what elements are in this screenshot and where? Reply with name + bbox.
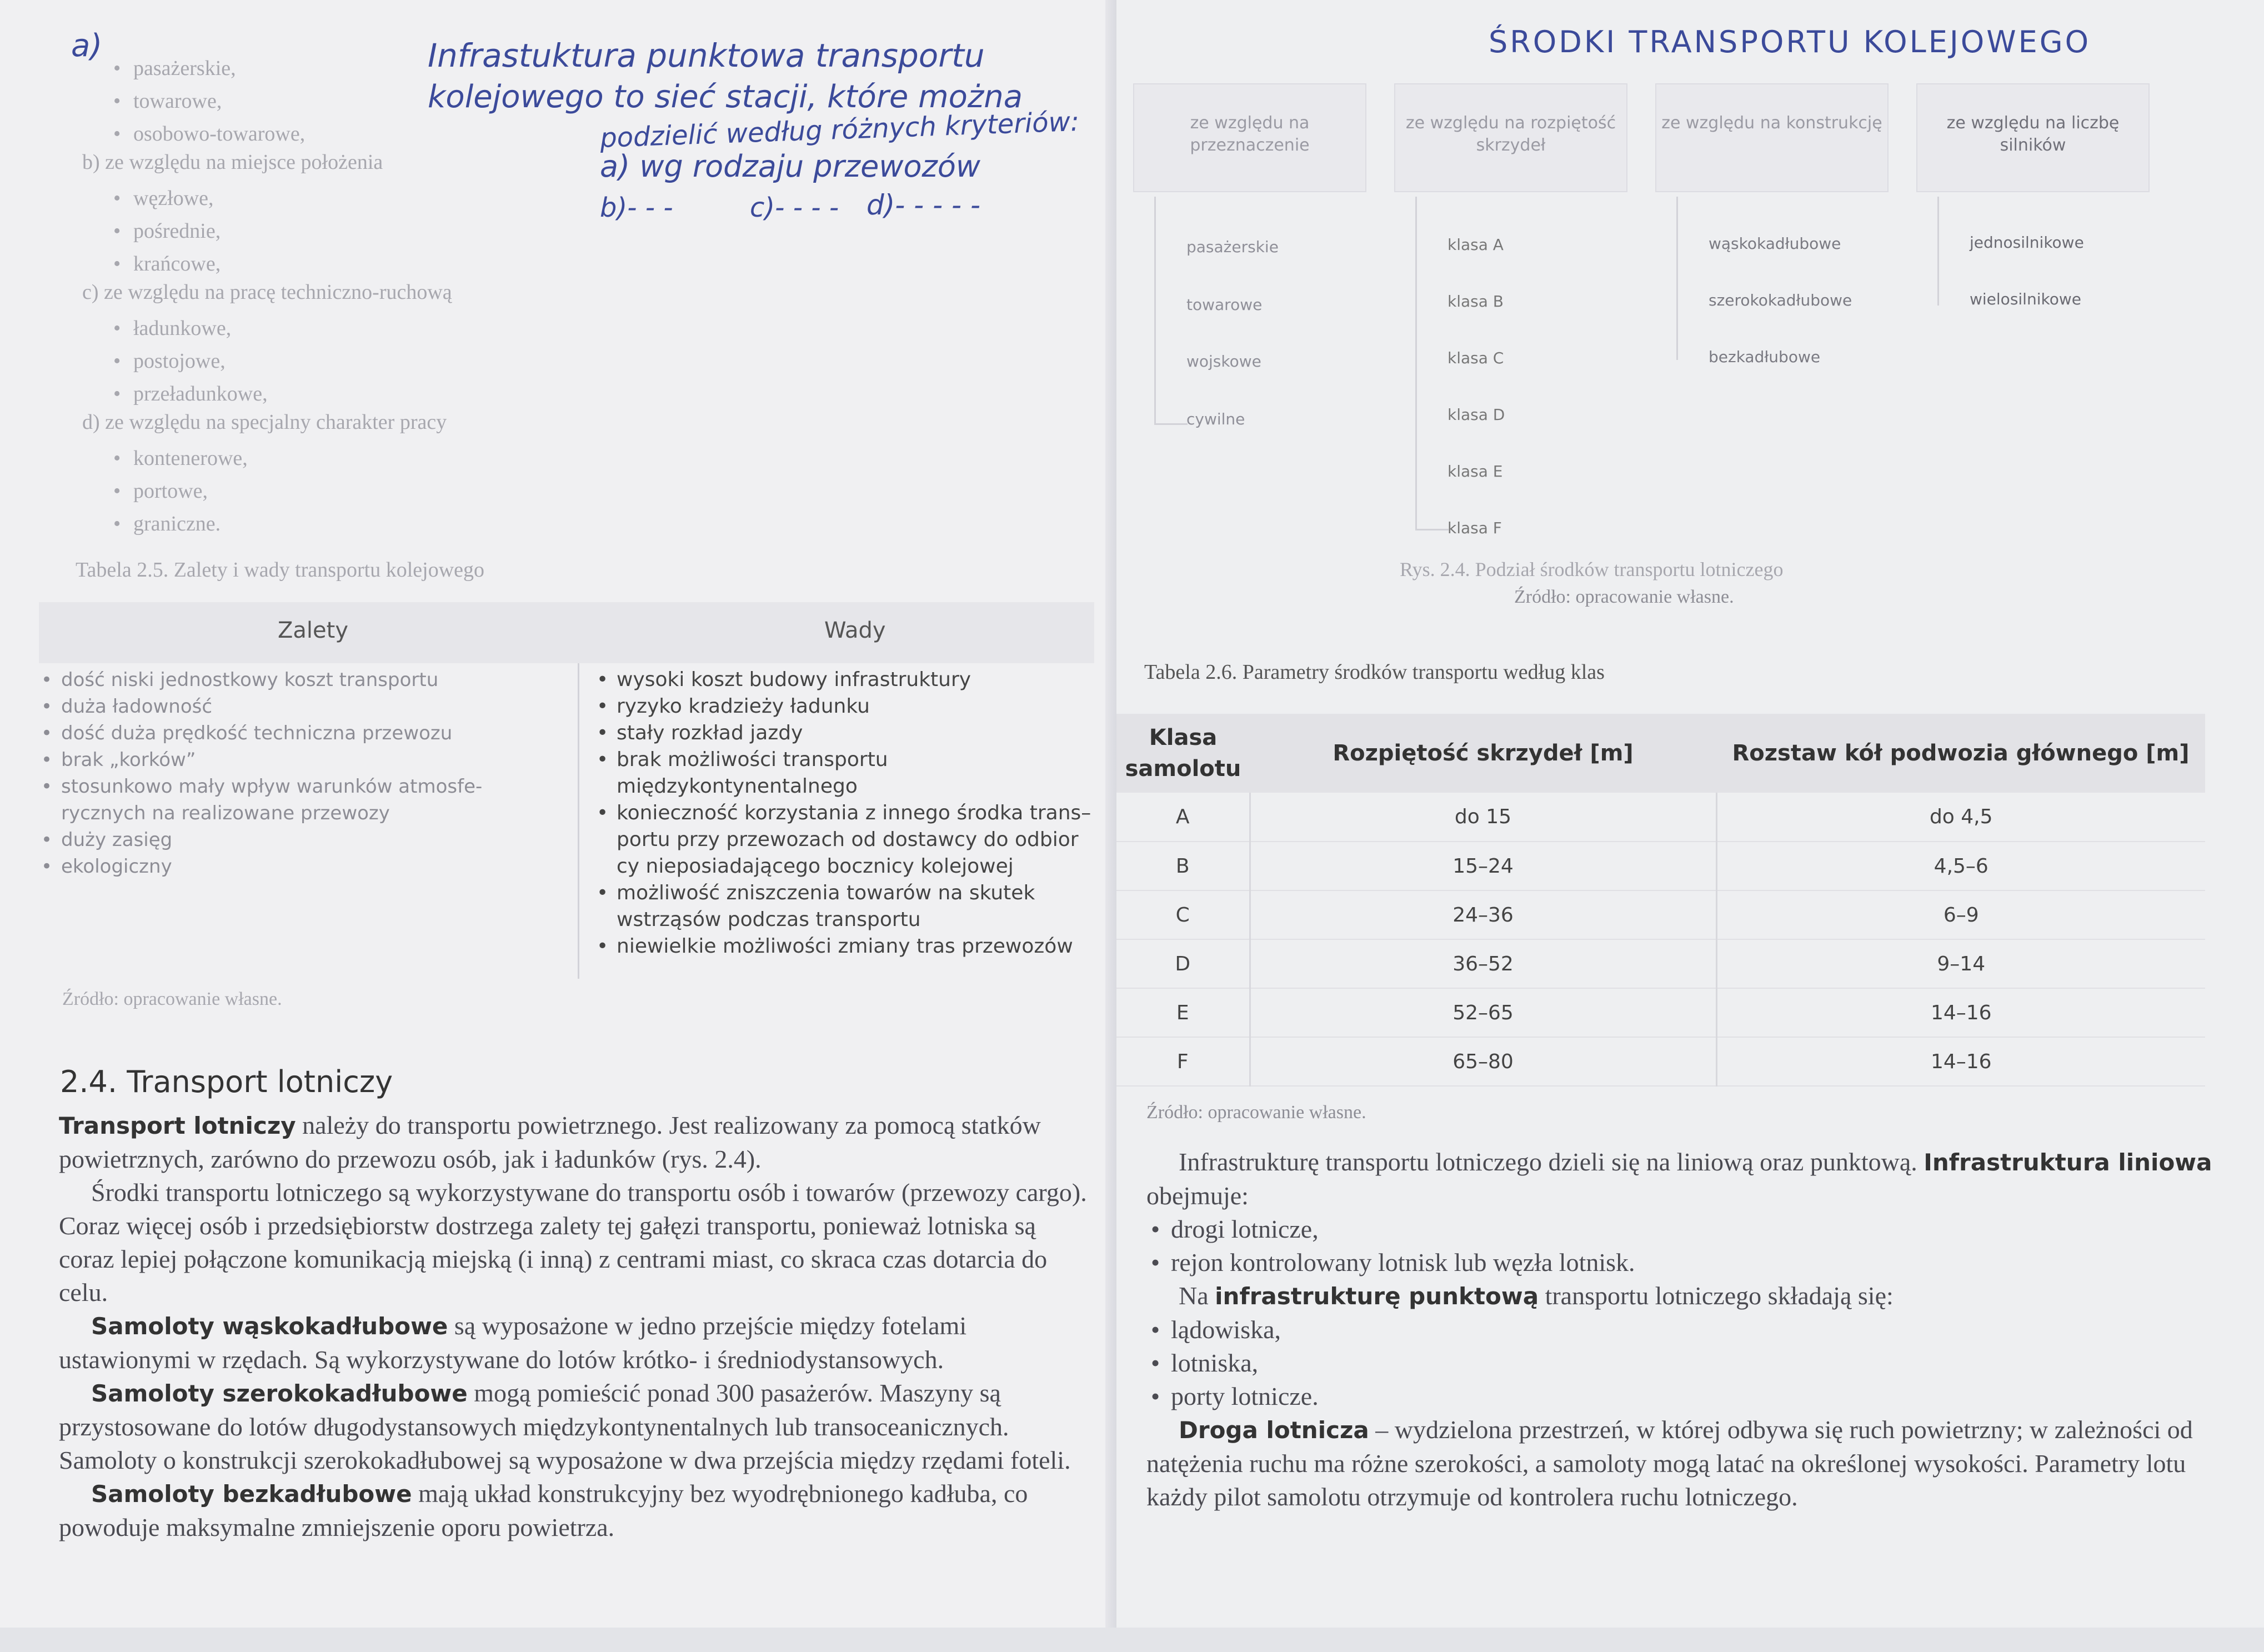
list-item: • pasażerskie, — [109, 52, 305, 85]
tree-line — [1676, 197, 1678, 360]
list-item: • kontenerowe, — [109, 442, 248, 475]
handwritten-note-line4: a) wg rodzaju przewozów — [600, 149, 981, 184]
wady-header: Wady — [824, 618, 886, 643]
table-row — [1116, 1037, 2205, 1086]
criterion-b: b) ze względu na miejsce położenia — [82, 151, 383, 174]
list-item: rycznych na realizowane przewozy — [61, 802, 390, 824]
paragraph: Na infrastrukturę punktową transportu lotniczego składają się: — [1179, 1281, 1894, 1310]
station-list-c — [109, 312, 268, 411]
table-cell: 4,5–6 — [1716, 842, 2205, 890]
table-row — [1116, 890, 2205, 939]
column-header: Rozstaw kół podwozia głównego [m] — [1716, 714, 2205, 793]
list-item: • drogi lotnicze, — [1146, 1213, 2213, 1246]
table-caption: Tabela 2.6. Parametry środków transportu według klas — [1144, 660, 1605, 684]
paragraph: Środki transportu lotniczego są wykorzystywane do transportu osób i towarów (przewozy cargo). Coraz więcej osób i przedsiębiorstw dostrzega zalety tej gałęzi transportu, ponieważ lotniska są coraz lepiej połączone komunikacją miejską (i inną) z centrami miast, co skraca czas dotarcia do celu. — [59, 1178, 1087, 1306]
criterion-c: c) ze względu na pracę techniczno-ruchową — [82, 281, 452, 304]
wady-list — [592, 667, 1091, 960]
category-item: wielosilnikowe — [1970, 290, 2081, 308]
table-caption: Tabela 2.5. Zalety i wady transportu kolejowego — [76, 558, 485, 582]
category-item: wojskowe — [1186, 352, 1261, 371]
paragraph: Infrastrukturę transportu lotniczego dzieli się na liniową oraz punktową. Infrastruktura liniowa obejmuje: — [1146, 1148, 2212, 1210]
tree-line — [1937, 197, 1939, 306]
criterion-d: d) ze względu na specjalny charakter pracy — [82, 411, 447, 434]
list-item: • stosunkowo mały wpływ warunków atmosfe- — [37, 773, 482, 800]
paragraph: Samoloty bezkadłubowe mają układ konstrukcyjny bez wyodrębnionego kadłuba, co powoduje maksymalne zmniejszenie oporu powietrza. — [59, 1479, 1028, 1541]
handwritten-title: ŚRODKI TRANSPORTU KOLEJOWEGO — [1489, 24, 2091, 59]
tree-line — [1415, 197, 1417, 530]
handwritten-note-line3: podzielić według różnych kryteriów: — [599, 106, 1080, 154]
list-item: • ekologiczny — [37, 853, 482, 880]
category-item: klasa D — [1447, 406, 1505, 424]
category-item: klasa F — [1447, 519, 1502, 537]
left-page — [0, 0, 1116, 1652]
tree-line — [1154, 423, 1188, 425]
table-cell: 9–14 — [1716, 939, 2205, 988]
linear-infrastructure-list — [1146, 1213, 2213, 1279]
column-header: Klasa samolotu — [1116, 714, 1250, 793]
table-cell: 14–16 — [1716, 988, 2205, 1037]
criterion-box-purpose: ze względu na przeznaczenie — [1133, 83, 1366, 192]
list-item: • możliwość zniszczenia towarów na skutek — [592, 880, 1091, 907]
category-item: bezkadłubowe — [1709, 348, 1821, 366]
table-source: Źródło: opracowanie własne. — [62, 989, 282, 1009]
handwritten-a: a) — [71, 28, 103, 64]
list-item: • ładunkowe, — [109, 312, 268, 345]
category-item: towarowe — [1186, 296, 1263, 314]
table-cell: 24–36 — [1250, 890, 1716, 939]
table-cell: 36–52 — [1250, 939, 1716, 988]
table-cell: do 15 — [1250, 793, 1716, 842]
aircraft-class-table — [1116, 714, 2205, 1087]
table-cell: 14–16 — [1716, 1037, 2205, 1086]
table-cell: A — [1116, 793, 1250, 842]
paragraph: Droga lotnicza – wydzielona przestrzeń, w której odbywa się ruch powietrzny; w zależności od natężenia ruchu ma różne szerokości, a samoloty mogą latać na określonej wysokości. Parametry lotu każdy pilot samolotu otrzymuje od kontrolera ruchu lotniczego. — [1146, 1415, 2193, 1511]
table-source: Źródło: opracowanie własne. — [1146, 1102, 1366, 1123]
list-item: • krańcowe, — [109, 248, 221, 281]
infrastructure-text — [1146, 1145, 2213, 1514]
criterion-box-construction: ze względu na konstrukcję — [1655, 83, 1889, 192]
table-cell: 15–24 — [1250, 842, 1716, 890]
zalety-list — [37, 667, 482, 880]
list-item: • stały rozkład jazdy — [592, 720, 1091, 747]
table-cell: D — [1116, 939, 1250, 988]
category-item: klasa C — [1447, 349, 1504, 367]
list-item: • lądowiska, — [1146, 1313, 2213, 1346]
paragraph: Samoloty wąskokadłubowe są wyposażone w jedno przejście między fotelami ustawionymi w rzędach. Są wykorzystywane do lotów krótko- i średniodystansowych. — [59, 1311, 967, 1374]
list-item: • węzłowe, — [109, 182, 221, 215]
list-item: • rejon kontrolowany lotnisk lub węzła lotnisk. — [1146, 1246, 2213, 1279]
table-cell: E — [1116, 988, 1250, 1037]
column-header: Rozpiętość skrzydeł [m] — [1250, 714, 1716, 793]
table-cell: 65–80 — [1250, 1037, 1716, 1086]
list-item: portu przy przewozach od dostawcy do odbior — [617, 828, 1079, 851]
table-cell: B — [1116, 842, 1250, 890]
list-item: • przeładunkowe, — [109, 378, 268, 411]
list-item: • duża ładowność — [37, 693, 482, 720]
table-cell: 6–9 — [1716, 890, 2205, 939]
category-item: pasażerskie — [1186, 238, 1279, 256]
table-cell: C — [1116, 890, 1250, 939]
list-item: • postojowe, — [109, 345, 268, 378]
list-item: • portowe, — [109, 475, 248, 508]
table-row — [1116, 793, 2205, 842]
tree-line — [1154, 197, 1156, 424]
list-item: cy nieposiadającego bocznicy kolejowej — [617, 855, 1014, 878]
handwritten-note-line2: kolejowego to sieć stacji, które można — [428, 79, 1023, 115]
category-item: jednosilnikowe — [1970, 233, 2084, 252]
section-title: 2.4. Transport lotniczy — [60, 1064, 393, 1099]
handwritten-note-d: d)- - - - - — [866, 189, 981, 221]
station-list-a — [109, 52, 305, 151]
column-divider — [578, 663, 579, 979]
category-item: klasa A — [1447, 236, 1504, 254]
station-list-b — [109, 182, 221, 281]
table-cell: 52–65 — [1250, 988, 1716, 1037]
category-item: wąskokadłubowe — [1709, 234, 1841, 253]
paragraph: Samoloty szerokokadłubowe mogą pomieścić ponad 300 pasażerów. Maszyny są przystosowane do lotów długodystansowych międzykontynentalnych lub transoceanicznych. Samoloty o konstrukcji szerokokadłubowej są wyposażone w dwa przejścia między rzędami foteli. — [59, 1379, 1071, 1474]
table-row — [1116, 939, 2205, 988]
list-item: • brak możliwości transportu — [592, 747, 1091, 773]
list-item: wstrząsów podczas transportu — [617, 908, 921, 931]
category-item: klasa E — [1447, 462, 1503, 480]
point-infrastructure-list — [1146, 1313, 2213, 1413]
list-item: • lotniska, — [1146, 1346, 2213, 1380]
list-item: • graniczne. — [109, 508, 248, 540]
category-item: szerokokadłubowe — [1709, 291, 1852, 309]
table-header-row — [1116, 714, 2205, 793]
paragraph: Transport lotniczy należy do transportu powietrznego. Jest realizowany za pomocą statków powietrznych, zarówno do przewozu osób, jak i ładunków (rys. 2.4). — [59, 1111, 1041, 1173]
list-item: • towarowe, — [109, 85, 305, 118]
list-item: • dość niski jednostkowy koszt transportu — [37, 667, 482, 693]
station-list-d — [109, 442, 248, 540]
category-item: cywilne — [1186, 410, 1245, 428]
table-row — [1116, 988, 2205, 1037]
list-item: • osobowo-towarowe, — [109, 118, 305, 151]
tree-line — [1415, 529, 1449, 530]
list-item: • duży zasięg — [37, 827, 482, 853]
handwritten-note-b: b)- - - — [600, 192, 673, 223]
zalety-header: Zalety — [278, 618, 348, 643]
figure-source: Źródło: opracowanie własne. — [1514, 587, 1734, 607]
list-item: • niewielkie możliwości zmiany tras przewozów — [592, 933, 1091, 960]
handwritten-note-c: c)- - - - — [750, 192, 839, 223]
figure-caption: Rys. 2.4. Podział środków transportu lotniczego — [1400, 558, 1784, 580]
section-body — [59, 1109, 1092, 1544]
page-bottom-edge — [0, 1628, 2264, 1652]
list-item: • pośrednie, — [109, 215, 221, 248]
list-item: • porty lotnicze. — [1146, 1380, 2213, 1413]
table-cell: F — [1116, 1037, 1250, 1086]
list-item: • ryzyko kradzieży ładunku — [592, 693, 1091, 720]
list-item: • dość duża prędkość techniczna przewozu — [37, 720, 482, 747]
list-item: • konieczność korzystania z innego środka trans– — [592, 800, 1091, 827]
criterion-box-engines: ze względu na liczbę silników — [1916, 83, 2150, 192]
criterion-box-wingspan: ze względu na rozpiętość skrzydeł — [1394, 83, 1627, 192]
table-row — [1116, 842, 2205, 890]
list-item: • brak „korków” — [37, 747, 482, 773]
handwritten-note-line1: Infrastuktura punktowa transportu — [428, 37, 985, 74]
category-item: klasa B — [1447, 292, 1504, 311]
table-cell: do 4,5 — [1716, 793, 2205, 842]
list-item: • wysoki koszt budowy infrastruktury — [592, 667, 1091, 693]
list-item: międzykontynentalnego — [617, 775, 858, 798]
table-header-band — [39, 602, 1094, 663]
